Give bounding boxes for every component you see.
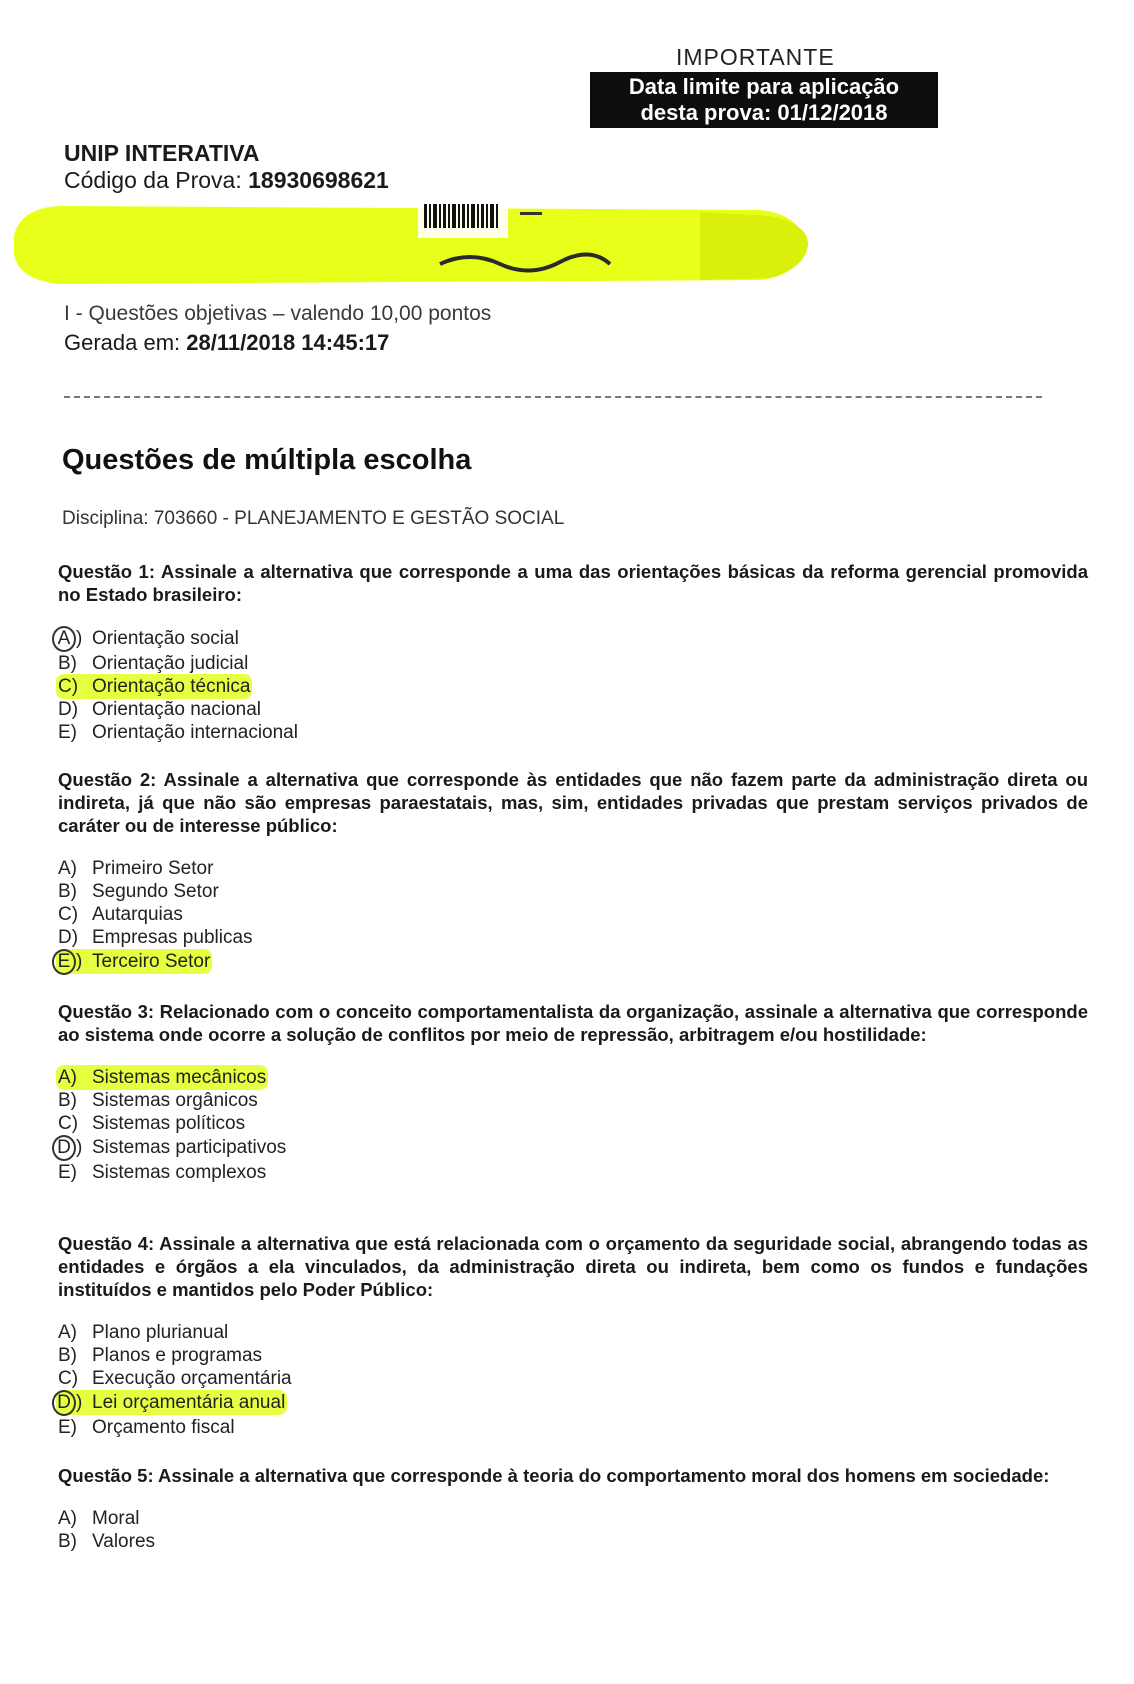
- exam-header: [64, 140, 389, 194]
- options-list: [58, 1507, 1088, 1553]
- option-letter: E): [58, 722, 77, 743]
- option-letter: A): [58, 1067, 77, 1088]
- generated-value: 28/11/2018 14:45:17: [186, 330, 390, 355]
- option-e[interactable]: [58, 1161, 1088, 1184]
- option-text: Orientação nacional: [92, 699, 261, 720]
- option-text: Orçamento fiscal: [92, 1417, 235, 1438]
- option-text: Execução orçamentária: [92, 1368, 292, 1389]
- circled-mark-icon: D: [52, 1135, 76, 1161]
- option-text: Orientação judicial: [92, 653, 249, 674]
- question-3: [58, 1000, 1088, 1184]
- question-text: Questão 2: Assinale a alternativa que corresponde às entidades que não fazem parte da administração direta ou indireta, já que não são empresas paraestatais, mas, sim, entidades privadas que prestam serviços privados de caráter ou de interesse público:: [58, 769, 1088, 836]
- option-text: Moral: [92, 1508, 140, 1529]
- important-label: IMPORTANTE: [676, 44, 835, 70]
- question-1: [58, 560, 1088, 744]
- option-text: Lei orçamentária anual: [92, 1392, 286, 1413]
- option-text: Orientação técnica: [92, 676, 251, 697]
- option-letter: B): [58, 881, 77, 902]
- option-letter: D): [58, 699, 79, 720]
- highlighted-answer: E ) Terceiro Setor: [58, 951, 210, 972]
- option-text: Sistemas participativos: [92, 1137, 287, 1158]
- option-letter: E): [58, 1417, 77, 1438]
- exam-code-label: Código da Prova:: [64, 167, 242, 193]
- option-text: Orientação social: [92, 628, 239, 649]
- option-letter: A): [58, 1508, 77, 1529]
- highlighter-pen-icon: [0, 198, 820, 290]
- highlighted-answer: [58, 676, 250, 697]
- option-e[interactable]: [58, 721, 1088, 744]
- option-d[interactable]: D ) Sistemas participativos: [58, 1135, 1088, 1161]
- option-text: Orientação internacional: [92, 722, 298, 743]
- option-letter: D): [58, 927, 79, 948]
- option-b[interactable]: [58, 880, 1088, 903]
- option-letter: C): [58, 676, 79, 697]
- circled-mark-icon: A: [52, 626, 76, 652]
- option-c[interactable]: [58, 675, 1088, 698]
- option-a[interactable]: [58, 1321, 1088, 1344]
- options-list: [58, 857, 1088, 975]
- option-text: Planos e programas: [92, 1345, 263, 1366]
- option-text: Valores: [92, 1531, 156, 1552]
- question-text: Questão 1: Assinale a alternativa que corresponde a uma das orientações básicas da reforma gerencial promovida no Estado brasileiro:: [58, 561, 1088, 605]
- question-5: [58, 1464, 1088, 1553]
- option-letter: B): [58, 1345, 77, 1366]
- institution-name: UNIP INTERATIVA: [64, 140, 260, 166]
- option-e[interactable]: [58, 949, 1088, 975]
- option-b[interactable]: [58, 1530, 1088, 1553]
- options-list: [58, 626, 1088, 744]
- option-text: Primeiro Setor: [92, 858, 214, 879]
- option-text: Sistemas mecânicos: [92, 1067, 267, 1088]
- options-list: [58, 1321, 1088, 1439]
- option-letter: E): [58, 1162, 77, 1183]
- section-title: Questões de múltipla escolha: [62, 444, 472, 476]
- option-letter: C): [58, 904, 79, 925]
- question-4: [58, 1232, 1088, 1439]
- option-a[interactable]: [58, 857, 1088, 880]
- exam-code-row: [64, 167, 389, 194]
- option-text: Empresas publicas: [92, 927, 253, 948]
- deadline-line-1: Data limite para aplicação: [628, 74, 900, 99]
- question-2: [58, 768, 1088, 975]
- option-c[interactable]: [58, 1112, 1088, 1135]
- option-e[interactable]: [58, 1416, 1088, 1439]
- highlighted-answer: [58, 1067, 266, 1088]
- question-text: Questão 3: Relacionado com o conceito comportamentalista da organização, assinale a alternativa que corresponde ao sistema onde ocorre a solução de conflitos por meio de repressão, arbitragem e/ou hostilidade:: [58, 1001, 1088, 1045]
- question-text: Questão 4: Assinale a alternativa que está relacionada com o orçamento da seguridade social, abrangendo todas as entidades e órgãos a ela vinculados, da administração direta ou indireta, bem como os fundos e fundações instituídos e mantidos pelo Poder Público:: [58, 1233, 1088, 1300]
- option-b[interactable]: [58, 1089, 1088, 1112]
- series-row: I - Questões objetivas – valendo 10,00 pontos: [64, 302, 492, 325]
- option-text: Sistemas orgânicos: [92, 1090, 258, 1111]
- option-d[interactable]: [58, 1390, 1088, 1416]
- generated-row: [64, 330, 389, 356]
- option-d[interactable]: [58, 926, 1088, 949]
- option-letter: B): [58, 653, 77, 674]
- option-a[interactable]: [58, 1066, 1088, 1089]
- option-letter: B): [58, 1531, 77, 1552]
- generated-label: Gerada em:: [64, 330, 181, 355]
- option-letter: C): [58, 1368, 79, 1389]
- option-letter: B): [58, 1090, 77, 1111]
- highlighted-answer: D ) Lei orçamentária anual: [58, 1392, 285, 1413]
- circled-mark-icon: E: [52, 949, 76, 975]
- option-letter: A): [58, 858, 77, 879]
- option-text: Autarquias: [92, 904, 183, 925]
- option-text: Segundo Setor: [92, 881, 219, 902]
- option-text: Sistemas políticos: [92, 1113, 246, 1134]
- option-letter: A): [58, 1322, 77, 1343]
- option-d[interactable]: [58, 698, 1088, 721]
- options-list: [58, 1066, 1088, 1184]
- deadline-line-2: desta prova: 01/12/2018: [640, 100, 888, 125]
- option-a[interactable]: A ) Orientação social: [58, 626, 1088, 652]
- option-b[interactable]: [58, 1344, 1088, 1367]
- exam-code-value: 18930698621: [248, 167, 389, 193]
- discipline-label: Disciplina: 703660 - PLANEJAMENTO E GESTÃO SOCIAL: [62, 508, 565, 529]
- option-b[interactable]: [58, 652, 1088, 675]
- option-c[interactable]: [58, 1367, 1088, 1390]
- option-text: Terceiro Setor: [92, 951, 211, 972]
- option-text: Sistemas complexos: [92, 1162, 267, 1183]
- divider: [64, 396, 1042, 398]
- option-a[interactable]: [58, 1507, 1088, 1530]
- option-text: Plano plurianual: [92, 1322, 229, 1343]
- option-letter: C): [58, 1113, 79, 1134]
- question-text: Questão 5: Assinale a alternativa que corresponde à teoria do comportamento moral dos homens em sociedade:: [58, 1465, 1050, 1486]
- option-c[interactable]: [58, 903, 1088, 926]
- deadline-box: [590, 72, 938, 128]
- circled-mark-icon: D: [52, 1390, 76, 1416]
